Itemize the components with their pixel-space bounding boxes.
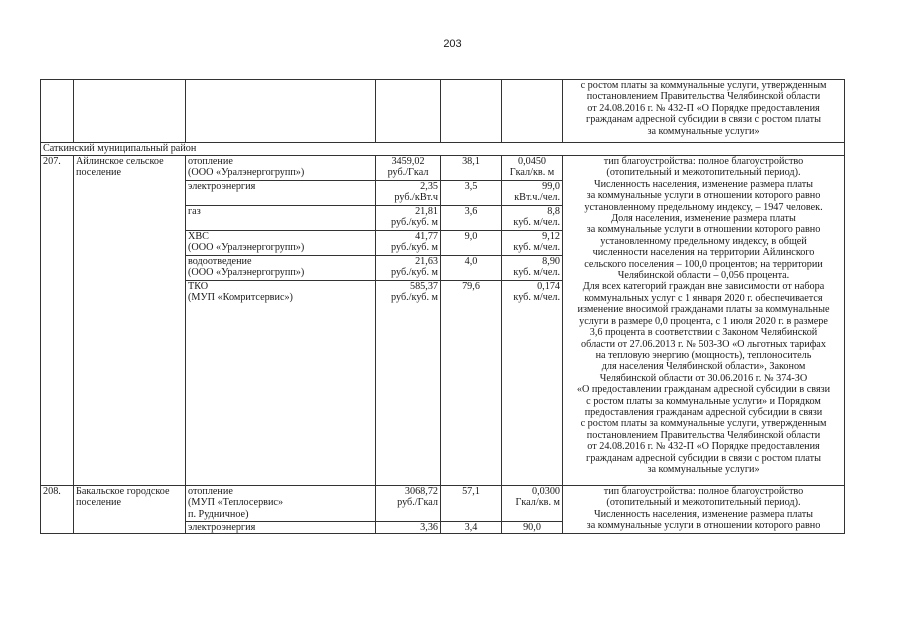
service-name: электроэнергия xyxy=(186,522,376,534)
service-rate: 9,0 xyxy=(441,231,502,256)
service-rate: 38,1 xyxy=(441,156,502,181)
continuation-row xyxy=(41,80,845,143)
entry-description: тип благоустройства: полное благоустройство (отопительный и межотопительный период). Численность населения, изменение размера платы за коммунальные услуги в отношении которого равно установленному предельному индексу, – 1947 человек. Доля населения, изменение размера платы за коммунальные услуги в отношении которого равно установленному предельному индексу, в общей численности населения на территории Айлинского сельского поселения – 100,0 процентов; на территории Челябинской области – 0,056 процента. Для всех категорий граждан вне зависимости от набора коммунальных услуг с 1 января 2020 г. обеспечивается изменение вносимой гражданами платы за коммунальные услуги в размере 0,0 процента, с 1 июля 2020 г. в размере 3,6 процента в соответствии с Законом Челябинской области от 27.06.2013 г. № 503-ЗО «О льготных тарифах на тепловую энергию (мощность), теплоноситель для населения Челябинской области», Законом Челябинской области от 30.06.2016 г. № 374-ЗО «О предоставлении гражданам адресной субсидии в связи с ростом платы за коммунальные услуги» и Порядком предоставления гражданам адресной субсидии в связи с ростом платы за коммунальные услуги, утвержденным постановлением Правительства Челябинской области от 24.08.2016 г. № 432-П «О Порядке предоставления гражданам адресной субсидии в связи с ростом платы за коммунальные услуги» xyxy=(563,156,845,486)
tariff-table xyxy=(40,79,845,534)
service-tariff: 21,63 руб./куб. м xyxy=(376,256,441,281)
region-title: Саткинский муниципальный район xyxy=(41,143,845,156)
service-norm: 99,0 кВт.ч./чел. xyxy=(502,181,563,206)
service-rate: 3,4 xyxy=(441,522,502,534)
service-norm: 9,12 куб. м/чел. xyxy=(502,231,563,256)
service-tariff: 41,77 руб./куб. м xyxy=(376,231,441,256)
service-rate: 79,6 xyxy=(441,281,502,486)
service-name: водоотведение (ООО «Уралэнергогрупп») xyxy=(186,256,376,281)
entry-description: тип благоустройства: полное благоустройство (отопительный и межотопительный период). Численность населения, изменение размера платы за коммунальные услуги в отношении которого равно xyxy=(563,486,845,534)
service-name: газ xyxy=(186,206,376,231)
service-tariff: 2,35 руб./кВт.ч xyxy=(376,181,441,206)
service-rate: 3,5 xyxy=(441,181,502,206)
table-row xyxy=(41,156,845,181)
service-norm: 8,8 куб. м/чел. xyxy=(502,206,563,231)
page-number: 203 xyxy=(443,38,462,50)
service-norm: 8,90 куб. м/чел. xyxy=(502,256,563,281)
service-name: электроэнергия xyxy=(186,181,376,206)
service-name: отопление (ООО «Уралэнергогрупп») xyxy=(186,156,376,181)
settlement-name: Бакальское городское поселение xyxy=(74,486,186,534)
settlement-name: Айлинское сельское поселение xyxy=(74,156,186,486)
table-row xyxy=(41,486,845,522)
service-norm: 0,0450 Гкал/кв. м xyxy=(502,156,563,181)
service-name: отопление (МУП «Теплосервис» п. Рудничное) xyxy=(186,486,376,522)
service-rate: 3,6 xyxy=(441,206,502,231)
service-name: ТКО (МУП «Комритсервис») xyxy=(186,281,376,486)
service-rate: 57,1 xyxy=(441,486,502,522)
region-row xyxy=(41,143,845,156)
service-tariff: 3068,72 руб./Гкал xyxy=(376,486,441,522)
entry-number: 208. xyxy=(41,486,74,534)
service-tariff: 3,36 xyxy=(376,522,441,534)
service-name: ХВС (ООО «Уралэнергогрупп») xyxy=(186,231,376,256)
continuation-description: с ростом платы за коммунальные услуги, утвержденным постановлением Правительства Челябинской области от 24.08.2016 г. № 432-П «О Порядке предоставления гражданам адресной субсидии в связи с ростом платы за коммунальные услуги» xyxy=(563,80,845,143)
service-rate: 4,0 xyxy=(441,256,502,281)
entry-number: 207. xyxy=(41,156,74,486)
service-tariff: 3459,02 руб./Гкал xyxy=(376,156,441,181)
service-norm: 0,0300 Гкал/кв. м xyxy=(502,486,563,522)
service-norm: 0,174 куб. м/чел. xyxy=(502,281,563,486)
service-tariff: 21,81 руб./куб. м xyxy=(376,206,441,231)
service-norm: 90,0 xyxy=(502,522,563,534)
service-tariff: 585,37 руб./куб. м xyxy=(376,281,441,486)
